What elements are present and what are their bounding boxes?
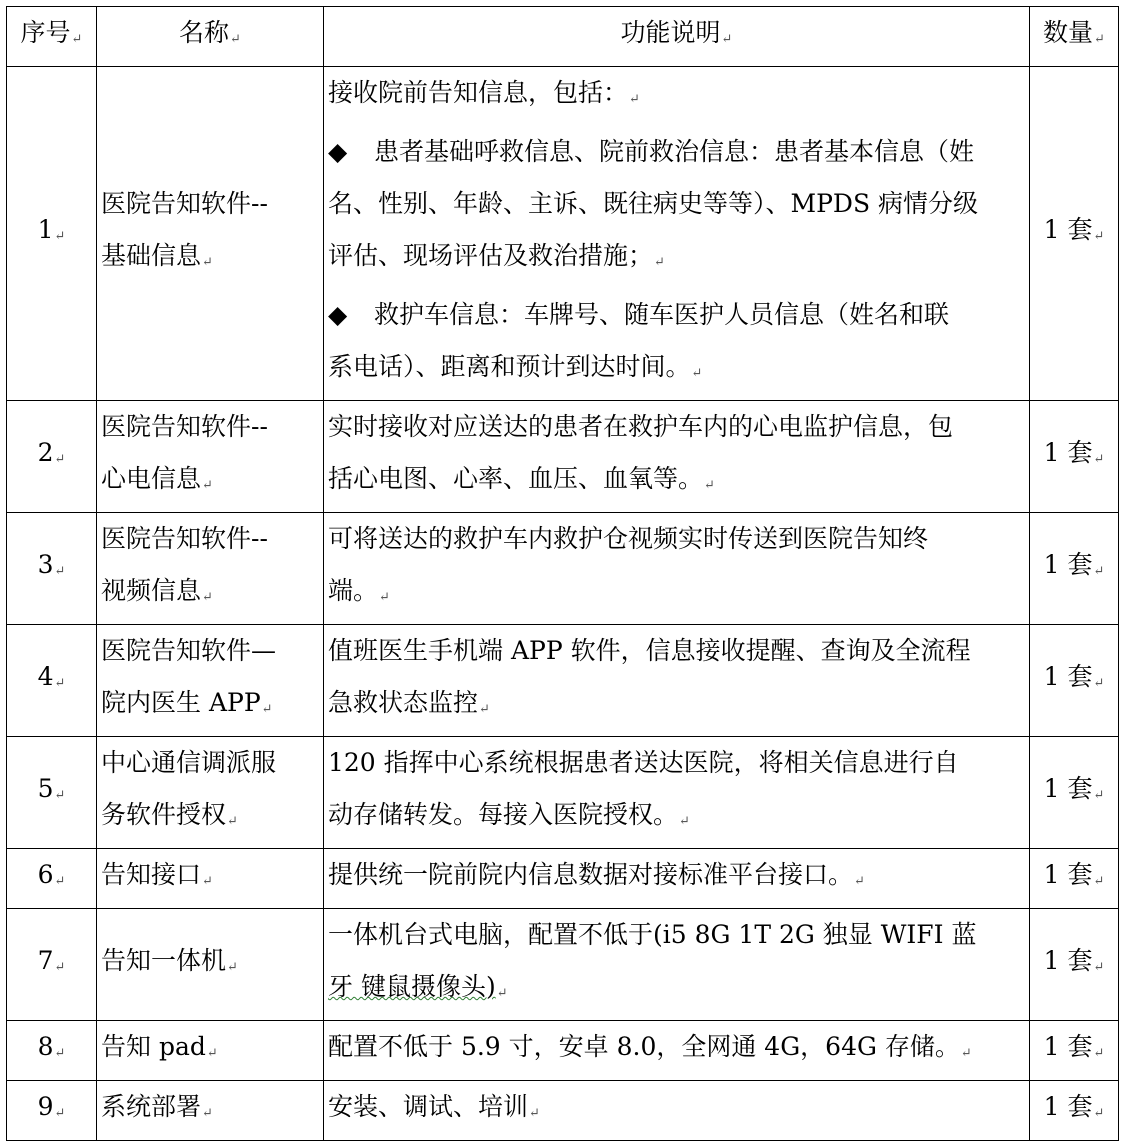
table-row [7, 849, 1119, 909]
table-row [7, 909, 1119, 1021]
item-description: 实时接收对应送达的患者在救护车内的心电监护信息，包 括心电图、心率、血压、血氧等。↵ [324, 401, 1030, 513]
header-no: 序号↵ [7, 7, 97, 67]
item-description: 安装、调试、培训↵ [324, 1081, 1030, 1141]
item-name: 医院告知软件— 院内医生 APP↵ [97, 625, 324, 737]
row-number: 1↵ [7, 67, 97, 401]
item-quantity: 1 套↵ [1030, 737, 1119, 849]
item-quantity: 1 套↵ [1030, 67, 1119, 401]
row-number: 3↵ [7, 513, 97, 625]
bullet-icon: ◆ [328, 300, 348, 329]
row-number: 5↵ [7, 737, 97, 849]
table-row [7, 67, 1119, 401]
header-row [7, 7, 1119, 67]
item-name: 医院告知软件-- 视频信息↵ [97, 513, 324, 625]
item-quantity: 1 套↵ [1030, 401, 1119, 513]
item-description: 接收院前告知信息，包括：↵ ◆ 患者基础呼救信息、院前救治信息：患者基本信息（姓 名、性别、年龄、主诉、既往病史等等）、MPDS 病情分级 评估、现场评估及救治措施；↵ ◆ 救护车信息：车牌号、随车医护人员信息（姓名和联 系电话）、距离和预计到达时间。↵ [324, 67, 1030, 401]
item-name: 系统部署↵ [97, 1081, 324, 1141]
header-desc: 功能说明↵ [324, 7, 1030, 67]
row-number: 4↵ [7, 625, 97, 737]
item-name: 医院告知软件-- 心电信息↵ [97, 401, 324, 513]
item-quantity: 1 套↵ [1030, 1081, 1119, 1141]
row-number: 8↵ [7, 1021, 97, 1081]
item-description: 值班医生手机端 APP 软件，信息接收提醒、查询及全流程 急救状态监控↵ [324, 625, 1030, 737]
item-quantity: 1 套↵ [1030, 909, 1119, 1021]
equipment-table [6, 6, 1119, 1141]
item-description: 配置不低于 5.9 寸，安卓 8.0，全网通 4G，64G 存储。↵ [324, 1021, 1030, 1081]
item-description: 可将送达的救护车内救护仓视频实时传送到医院告知终 端。↵ [324, 513, 1030, 625]
table-row [7, 625, 1119, 737]
bullet-icon: ◆ [328, 137, 348, 166]
item-name: 中心通信调派服 务软件授权↵ [97, 737, 324, 849]
table-row [7, 1021, 1119, 1081]
item-name: 告知 pad↵ [97, 1021, 324, 1081]
item-name: 告知一体机↵ [97, 909, 324, 1021]
item-description: 提供统一院前院内信息数据对接标准平台接口。↵ [324, 849, 1030, 909]
item-quantity: 1 套↵ [1030, 849, 1119, 909]
header-qty: 数量↵ [1030, 7, 1119, 67]
item-description: 一体机台式电脑，配置不低于(i5 8G 1T 2G 独显 WIFI 蓝 牙 键鼠摄像头)↵ [324, 909, 1030, 1021]
table-row [7, 513, 1119, 625]
table-row [7, 737, 1119, 849]
item-quantity: 1 套↵ [1030, 625, 1119, 737]
row-number: 2↵ [7, 401, 97, 513]
item-quantity: 1 套↵ [1030, 513, 1119, 625]
item-description: 120 指挥中心系统根据患者送达医院，将相关信息进行自 动存储转发。每接入医院授权。↵ [324, 737, 1030, 849]
row-number: 7↵ [7, 909, 97, 1021]
row-number: 6↵ [7, 849, 97, 909]
item-quantity: 1 套↵ [1030, 1021, 1119, 1081]
item-name: 医院告知软件-- 基础信息↵ [97, 67, 324, 401]
header-name: 名称↵ [97, 7, 324, 67]
row-number: 9↵ [7, 1081, 97, 1141]
table-row [7, 1081, 1119, 1141]
table-row [7, 401, 1119, 513]
item-name: 告知接口↵ [97, 849, 324, 909]
